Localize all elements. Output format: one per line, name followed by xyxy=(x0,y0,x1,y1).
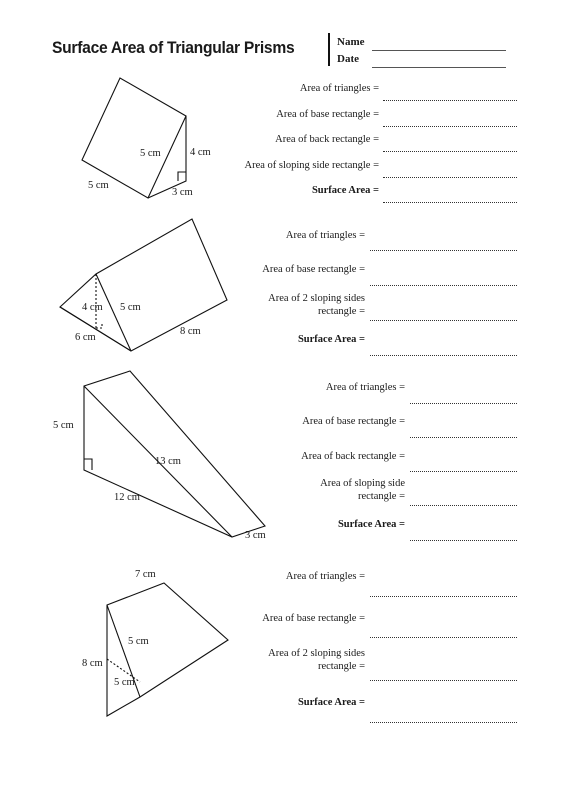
prism-3-diagram xyxy=(84,371,265,537)
p1-q-surface-area: Surface Area = xyxy=(311,185,379,196)
p2-q-sloping-sides-cont: rectangle = xyxy=(317,306,365,317)
p3-q-surface-area: Surface Area = xyxy=(337,519,405,530)
p1-answer-base-rect[interactable] xyxy=(383,126,517,127)
p1-answer-back-rect[interactable] xyxy=(383,151,517,152)
p1-answer-triangles[interactable] xyxy=(383,100,517,101)
prism-2-base-label: 6 cm xyxy=(75,332,96,343)
p2-answer-triangles[interactable] xyxy=(370,250,517,251)
prism-2-slope-label: 5 cm xyxy=(120,302,141,313)
p2-answer-surface-area[interactable] xyxy=(370,355,517,356)
prism-1-slope-label: 5 cm xyxy=(140,148,161,159)
p3-q-back-rect: Area of back rectangle = xyxy=(301,451,405,462)
prism-3-height-label: 5 cm xyxy=(53,420,74,431)
p3-q-sloping-side-cont: rectangle = xyxy=(357,491,405,502)
p2-q-triangles: Area of triangles = xyxy=(285,230,365,241)
p3-answer-back-rect[interactable] xyxy=(410,471,517,472)
p3-answer-surface-area[interactable] xyxy=(410,540,517,541)
prism-4-height-label: 5 cm xyxy=(114,677,135,688)
prism-1-height-label: 4 cm xyxy=(190,147,211,158)
prism-2-length-label: 8 cm xyxy=(180,326,201,337)
p3-answer-triangles[interactable] xyxy=(410,403,517,404)
p1-q-sloping-rect: Area of sloping side rectangle = xyxy=(244,160,379,171)
p1-q-base-rect: Area of base rectangle = xyxy=(276,109,379,120)
prism-4-base-label: 8 cm xyxy=(82,658,103,669)
p4-q-surface-area: Surface Area = xyxy=(297,697,365,708)
p4-answer-surface-area[interactable] xyxy=(370,722,517,723)
p3-q-triangles: Area of triangles = xyxy=(325,382,405,393)
date-label: Date xyxy=(337,53,359,65)
p3-q-base-rect: Area of base rectangle = xyxy=(302,416,405,427)
p3-answer-sloping-side[interactable] xyxy=(410,505,517,506)
p4-q-base-rect: Area of base rectangle = xyxy=(262,613,365,624)
prism-1-length-label: 5 cm xyxy=(88,180,109,191)
prism-4-slope-label: 5 cm xyxy=(128,636,149,647)
p1-answer-sloping-rect[interactable] xyxy=(383,177,517,178)
prism-1-base-label: 3 cm xyxy=(172,187,193,198)
p2-answer-sloping-sides[interactable] xyxy=(370,320,517,321)
p2-answer-base-rect[interactable] xyxy=(370,285,517,286)
worksheet-title: Surface Area of Triangular Prisms xyxy=(52,38,295,57)
prism-4-length-label: 7 cm xyxy=(135,569,156,580)
p3-q-sloping-side: Area of sloping side xyxy=(320,478,405,489)
prism-2-height-label: 4 cm xyxy=(82,302,103,313)
p4-answer-triangles[interactable] xyxy=(370,596,517,597)
p4-q-sloping-sides-cont: rectangle = xyxy=(317,661,365,672)
name-label: Name xyxy=(337,36,365,48)
p1-q-back-rect: Area of back rectangle = xyxy=(275,134,379,145)
p4-answer-base-rect[interactable] xyxy=(370,637,517,638)
p1-q-triangles: Area of triangles = xyxy=(299,83,379,94)
prism-3-base-label: 12 cm xyxy=(114,492,140,503)
p2-q-surface-area: Surface Area = xyxy=(297,334,365,345)
p2-q-base-rect: Area of base rectangle = xyxy=(262,264,365,275)
p1-answer-surface-area[interactable] xyxy=(383,202,517,203)
p4-q-sloping-sides: Area of 2 sloping sides xyxy=(268,648,365,659)
prism-3-length-label: 3 cm xyxy=(245,530,266,541)
p3-answer-base-rect[interactable] xyxy=(410,437,517,438)
p2-q-sloping-sides: Area of 2 sloping sides xyxy=(268,293,365,304)
p4-answer-sloping-sides[interactable] xyxy=(370,680,517,681)
prism-3-slope-label: 13 cm xyxy=(155,456,181,467)
p4-q-triangles: Area of triangles = xyxy=(285,571,365,582)
prism-4-diagram xyxy=(107,583,228,716)
